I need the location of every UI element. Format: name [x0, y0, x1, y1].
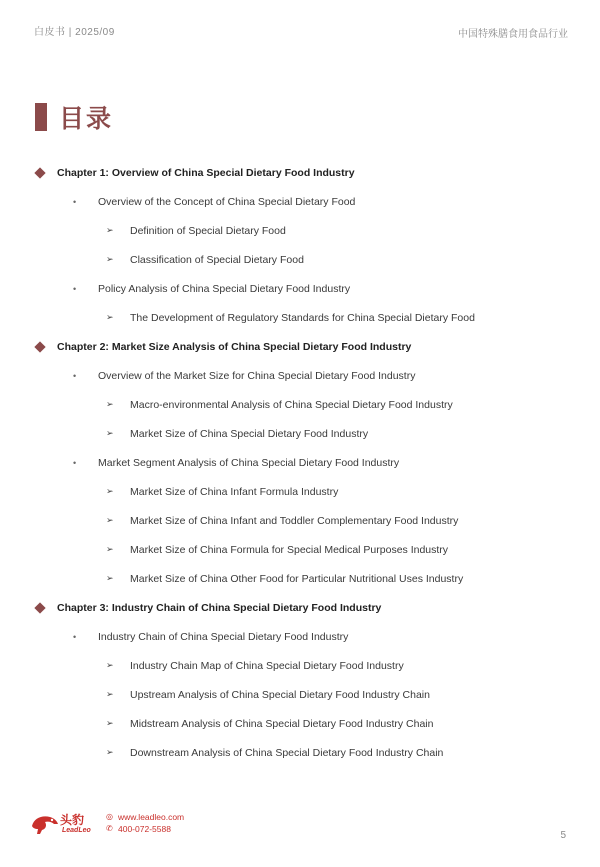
arrow-icon: ➢ [106, 515, 114, 525]
toc-entry-text: Chapter 3: Industry Chain of China Special Dietary Food Industry [57, 601, 382, 614]
diamond-icon [34, 167, 45, 178]
toc-entry-text: Chapter 1: Overview of China Special Dietary Food Industry [57, 166, 355, 179]
arrow-icon: ➢ [106, 312, 114, 322]
logo-cn-text: 头豹 [60, 813, 85, 827]
title-accent-bar [35, 103, 47, 131]
toc-entry-level-3[interactable] [0, 303, 600, 332]
page-number: 5 [560, 830, 566, 841]
table-of-contents [0, 158, 600, 767]
phone-number: 400-072-5588 [118, 824, 171, 834]
website-row[interactable] [106, 811, 184, 823]
toc-entry-text: Overview of the Concept of China Special Dietary Food [98, 195, 356, 208]
toc-entry-level-1[interactable] [0, 332, 600, 361]
bullet-icon: • [73, 370, 77, 381]
toc-entry-text: The Development of Regulatory Standards for China Special Dietary Food [130, 311, 475, 324]
bullet-icon: • [73, 631, 77, 642]
phone-row [106, 823, 184, 835]
toc-entry-text: Downstream Analysis of China Special Dietary Food Industry Chain [130, 746, 444, 759]
arrow-icon: ➢ [106, 544, 114, 554]
toc-entry-level-3[interactable] [0, 390, 600, 419]
toc-entry-text: Upstream Analysis of China Special Dietary Food Industry Chain [130, 688, 430, 701]
arrow-icon: ➢ [106, 428, 114, 438]
toc-entry-text: Overview of the Market Size for China Special Dietary Food Industry [98, 369, 416, 382]
globe-icon: ◎ [106, 812, 113, 821]
page-title-block [35, 99, 113, 135]
toc-entry-text: Chapter 2: Market Size Analysis of China Special Dietary Food Industry [57, 340, 412, 353]
toc-entry-level-1[interactable] [0, 158, 600, 187]
arrow-icon: ➢ [106, 254, 114, 264]
page-title: 目录 [59, 104, 114, 133]
arrow-icon: ➢ [106, 225, 114, 235]
arrow-icon: ➢ [106, 486, 114, 496]
toc-entry-text: Definition of Special Dietary Food [130, 224, 286, 237]
website-link[interactable]: www.leadleo.com [118, 812, 185, 822]
toc-entry-level-3[interactable] [0, 709, 600, 738]
toc-entry-level-3[interactable] [0, 680, 600, 709]
toc-entry-text: Industry Chain of China Special Dietary Food Industry [98, 630, 349, 643]
logo-en-text: LeadLeo [62, 827, 91, 834]
toc-entry-text: Market Size of China Special Dietary Food Industry [130, 427, 369, 440]
toc-entry-text: Market Size of China Other Food for Particular Nutritional Uses Industry [130, 572, 464, 585]
toc-entry-level-2[interactable] [0, 361, 600, 390]
toc-entry-level-3[interactable] [0, 477, 600, 506]
toc-entry-level-3[interactable] [0, 738, 600, 767]
toc-entry-level-3[interactable] [0, 245, 600, 274]
toc-entry-text: Market Segment Analysis of China Special Dietary Food Industry [98, 456, 400, 469]
toc-entry-text: Market Size of China Infant and Toddler Complementary Food Industry [130, 514, 459, 527]
leadleo-logo [30, 808, 102, 838]
toc-entry-level-2[interactable] [0, 622, 600, 651]
diamond-icon [34, 341, 45, 352]
arrow-icon: ➢ [106, 718, 114, 728]
toc-entry-level-3[interactable] [0, 506, 600, 535]
toc-entry-level-1[interactable] [0, 593, 600, 622]
toc-entry-level-3[interactable] [0, 535, 600, 564]
toc-entry-text: Policy Analysis of China Special Dietary Food Industry [98, 282, 351, 295]
toc-entry-level-3[interactable] [0, 216, 600, 245]
footer-brand [30, 808, 184, 838]
diamond-icon [34, 602, 45, 613]
bullet-icon: • [73, 457, 77, 468]
toc-entry-text: Market Size of China Infant Formula Industry [130, 485, 339, 498]
toc-entry-text: Market Size of China Formula for Special Medical Purposes Industry [130, 543, 449, 556]
toc-entry-level-2[interactable] [0, 187, 600, 216]
toc-entry-text: Industry Chain Map of China Special Dietary Food Industry [130, 659, 404, 672]
bullet-icon: • [73, 283, 77, 294]
contact-info [106, 811, 184, 835]
toc-entry-text: Classification of Special Dietary Food [130, 253, 304, 266]
toc-entry-level-3[interactable] [0, 651, 600, 680]
toc-entry-level-3[interactable] [0, 419, 600, 448]
bullet-icon: • [73, 196, 77, 207]
arrow-icon: ➢ [106, 660, 114, 670]
toc-entry-level-2[interactable] [0, 274, 600, 303]
arrow-icon: ➢ [106, 399, 114, 409]
toc-entry-text: Midstream Analysis of China Special Dietary Food Industry Chain [130, 717, 434, 730]
phone-icon: ✆ [106, 824, 113, 833]
header-doc-type: 白皮书 | 2025/09 [34, 27, 115, 38]
arrow-icon: ➢ [106, 573, 114, 583]
leopard-logo-icon [30, 812, 60, 836]
arrow-icon: ➢ [106, 689, 114, 699]
toc-entry-level-2[interactable] [0, 448, 600, 477]
toc-entry-level-3[interactable] [0, 564, 600, 593]
arrow-icon: ➢ [106, 747, 114, 757]
toc-entry-text: Macro-environmental Analysis of China Special Dietary Food Industry [130, 398, 453, 411]
header-industry-title: 中国特殊膳食用食品行业 [458, 29, 568, 40]
